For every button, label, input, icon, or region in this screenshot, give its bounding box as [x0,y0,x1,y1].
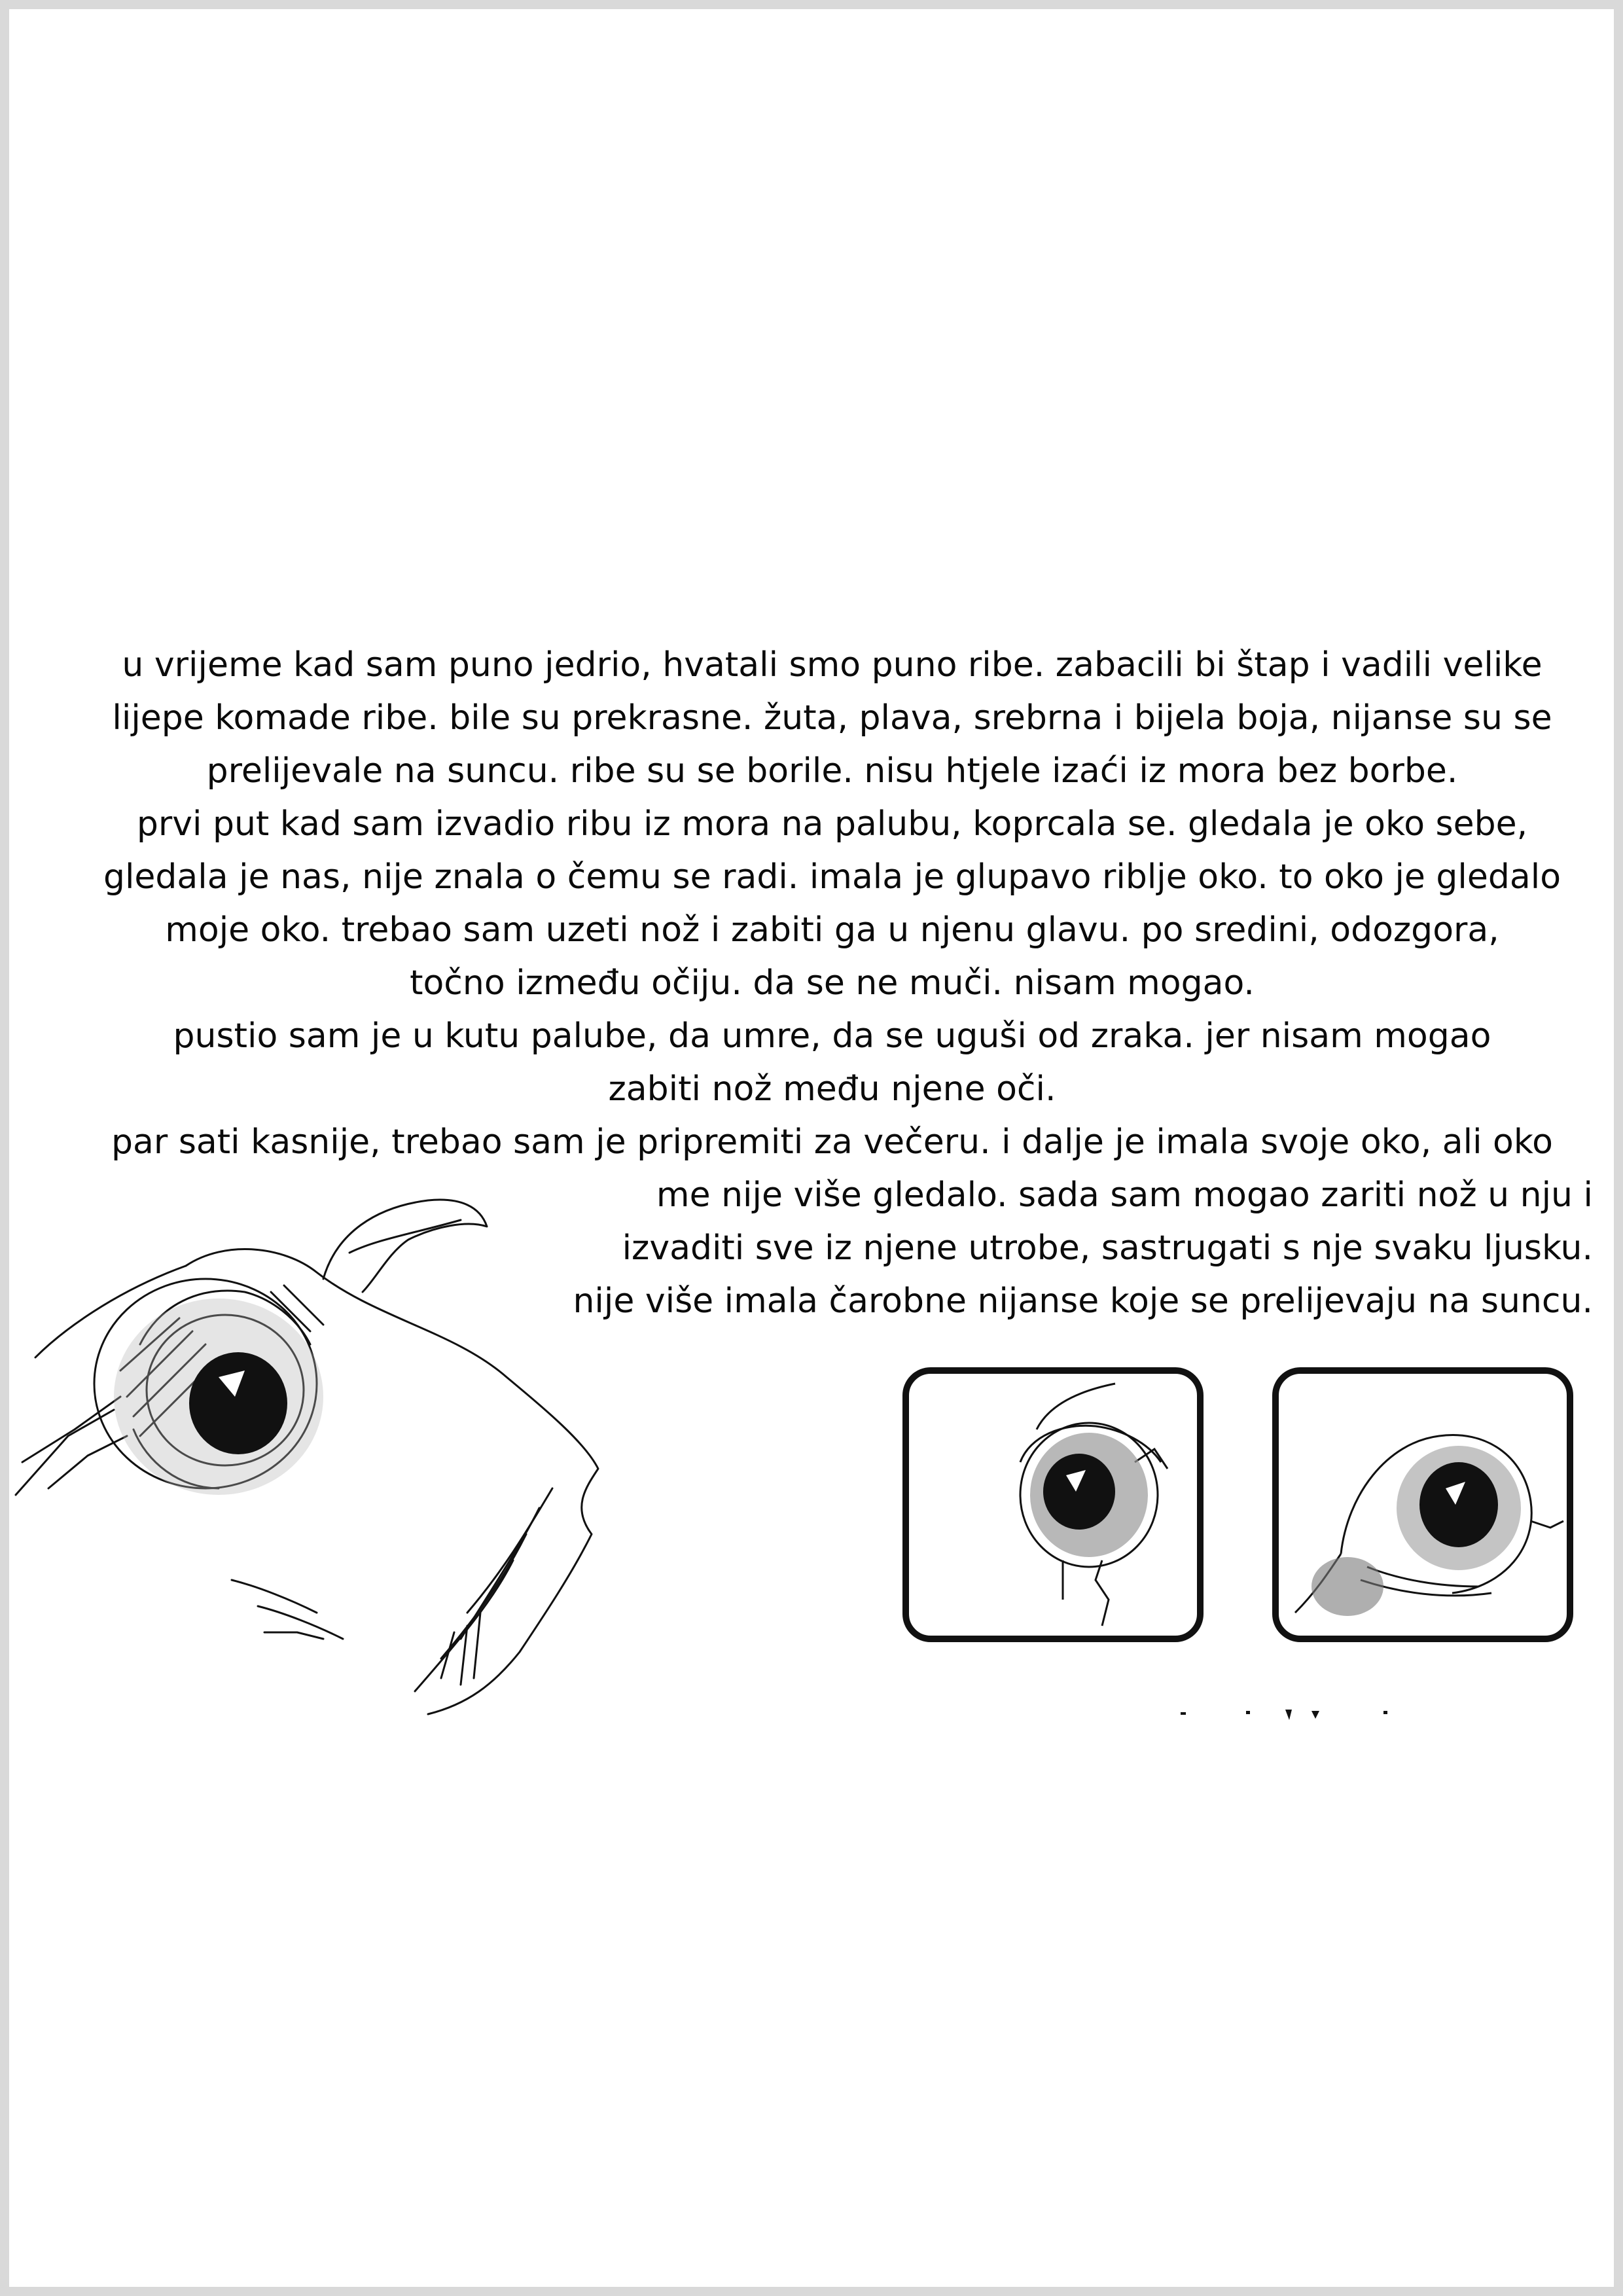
story-line: prvi put kad sam izvadio ribu iz mora na palubu, koprcala se. gledala je oko sebe, [136,804,1528,844]
fish-eye-panel [1269,1364,1577,1645]
story-line: par sati kasnije, trebao sam je pripremiti za večeru. i dalje je imala svoje oko, ali oko [111,1122,1553,1162]
story-line: točno između očiju. da se ne muči. nisam mogao. [410,963,1255,1003]
page [9,9,1614,2287]
fish-eye-panel [899,1364,1207,1645]
ink-marks [1174,1704,1397,1724]
story-line: moje oko. trebao sam uzeti nož i zabiti ga u njenu glavu. po sredini, odozgora, [165,910,1499,950]
story-line: nije više imala čarobne nijanse koje se prelijevaju na suncu. [573,1282,1593,1321]
story-line: izvaditi sve iz njene utrobe, sastrugati s nje svaku ljusku. [622,1229,1593,1268]
story-line: gledala je nas, nije znala o čemu se radi. imala je glupavo riblje oko. to oko je gledalo [103,857,1561,897]
story-line: pustio sam je u kutu palube, da umre, da se uguši od zraka. jer nisam mogao [173,1016,1491,1056]
story-line: prelijevale na suncu. ribe su se borile. nisu htjele izaći iz mora bez borbe. [206,751,1458,791]
story-line: me nije više gledalo. sada sam mogao zariti nož u nju i [656,1175,1593,1215]
story-line: zabiti nož među njene oči. [608,1069,1056,1109]
fish-head-sketch [9,1181,611,1717]
story-line: u vrijeme kad sam puno jedrio, hvatali smo puno ribe. zabacili bi štap i vadili velike [122,645,1543,685]
story-line: lijepe komade ribe. bile su prekrasne. žuta, plava, srebrna i bijela boja, nijanse su se [112,698,1552,738]
